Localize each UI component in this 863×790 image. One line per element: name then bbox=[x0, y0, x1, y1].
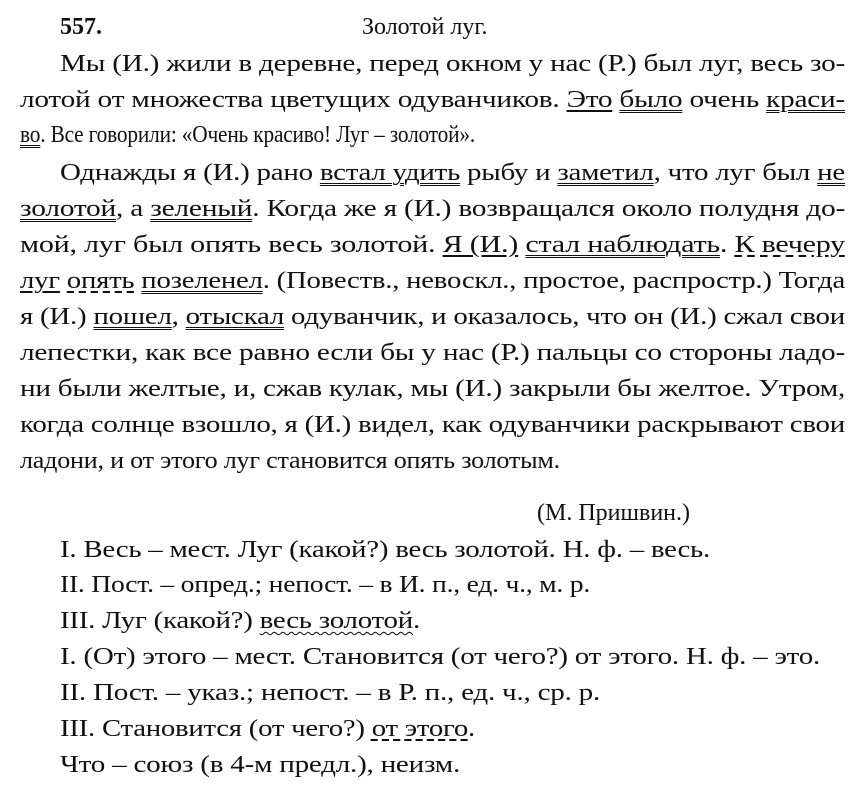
text-segment bbox=[60, 268, 67, 294]
text-segment: . bbox=[413, 608, 420, 634]
text-segment bbox=[518, 232, 525, 258]
text-segment: , что луг был bbox=[653, 160, 818, 186]
text-line bbox=[60, 49, 845, 79]
text-line bbox=[20, 230, 845, 260]
text-line bbox=[20, 85, 845, 115]
predicate-underline: встал удить bbox=[319, 160, 461, 186]
text-line bbox=[20, 120, 475, 150]
text-segment: II. Пост. – опред.; непост. – в И. п., ед. ч., м. р. bbox=[60, 572, 590, 598]
subject-underline: Это bbox=[566, 87, 613, 113]
text-segment: ладони, и от этого луг становится опять золотым. bbox=[20, 448, 560, 474]
exercise-title: Золотой луг. bbox=[362, 14, 488, 40]
adverbial-underline: опять bbox=[66, 268, 135, 294]
predicate-underline: золотой bbox=[20, 196, 117, 222]
analysis-line bbox=[60, 678, 600, 708]
text-segment: очень bbox=[682, 87, 767, 113]
text-segment: I. (От) этого – мест. Становится (от чего?) от этого. Н. ф. – это. bbox=[60, 644, 820, 670]
text-segment: я (И.) bbox=[20, 304, 94, 330]
analysis-line bbox=[60, 535, 710, 565]
text-line bbox=[20, 338, 845, 368]
subject-underline: Я (И.) bbox=[442, 232, 519, 258]
predicate-underline: отыскал bbox=[185, 304, 285, 330]
text-line bbox=[20, 302, 845, 332]
author-attribution: (М. Пришвин.) bbox=[537, 500, 690, 526]
text-line bbox=[60, 158, 845, 188]
object-underline: от этого bbox=[371, 716, 469, 742]
predicate-underline: стал наблюдать bbox=[525, 232, 720, 258]
text-segment: когда солнце взошло, я (И.) видел, как одуванчики раскрывают свои bbox=[20, 412, 846, 438]
adverbial-underline: К вечеру bbox=[734, 232, 845, 258]
text-segment: , bbox=[171, 304, 186, 330]
analysis-line bbox=[60, 606, 420, 636]
exercise-number: 557. bbox=[60, 14, 102, 40]
analysis-line bbox=[60, 570, 590, 600]
analysis-line bbox=[60, 642, 820, 672]
text-segment: I. Весь – мест. Луг (какой?) весь золотой. Н. ф. – весь. bbox=[60, 537, 710, 563]
predicate-underline: заметил bbox=[557, 160, 654, 186]
text-line bbox=[20, 410, 845, 440]
text-segment: мой, луг был опять весь золотой. bbox=[20, 232, 443, 258]
text-segment: . bbox=[719, 232, 735, 258]
text-segment: III. Становится (от чего?) bbox=[60, 716, 372, 742]
predicate-underline: позеленел bbox=[141, 268, 263, 294]
text-segment: , а bbox=[116, 196, 151, 222]
text-segment: . (Повеств., невоскл., простое, распростр.) Тогда bbox=[262, 268, 846, 294]
text-segment: рыбу и bbox=[460, 160, 558, 186]
text-segment: лотой от множества цветущих одуванчиков. bbox=[20, 87, 567, 113]
text-segment: Что – союз (в 4-м предл.), неизм. bbox=[60, 752, 460, 778]
predicate-underline: зеленый bbox=[150, 196, 253, 222]
text-segment: . Когда же я (И.) возвращался около полудня до- bbox=[252, 196, 846, 222]
text-segment: Мы (И.) жили в деревне, перед окном у нас (Р.) был луг, весь зо- bbox=[60, 51, 845, 77]
text-segment: лепестки, как все равно если бы у нас (Р.) пальцы со стороны ладо- bbox=[20, 340, 845, 366]
analysis-line bbox=[60, 714, 475, 744]
text-line bbox=[20, 266, 845, 296]
text-segment bbox=[612, 87, 619, 113]
text-line bbox=[20, 194, 845, 224]
subject-underline: луг bbox=[20, 268, 60, 294]
text-segment: II. Пост. – указ.; непост. – в Р. п., ед. ч., ср. р. bbox=[60, 680, 600, 706]
analysis-line bbox=[60, 750, 460, 780]
text-segment: . bbox=[468, 716, 475, 742]
predicate-underline: не bbox=[817, 160, 845, 186]
text-segment: ни были желтые, и, сжав кулак, мы (И.) закрыли бы желтое. Утром, bbox=[20, 376, 845, 402]
text-line bbox=[20, 446, 560, 476]
predicate-underline: пошел bbox=[93, 304, 172, 330]
text-segment: одуванчик, и оказалось, что он (И.) сжал свои bbox=[284, 304, 845, 330]
text-line bbox=[20, 374, 845, 404]
text-segment: Однажды я (И.) рано bbox=[60, 160, 320, 186]
text-segment: . Все говорили: «Очень красиво! Луг – золотой». bbox=[40, 122, 475, 148]
attribute-underline: весь золотой bbox=[259, 608, 414, 634]
predicate-underline: во bbox=[20, 122, 41, 148]
text-segment: III. Луг (какой?) bbox=[60, 608, 260, 634]
predicate-underline: было bbox=[619, 87, 683, 113]
predicate-underline: краси- bbox=[766, 87, 845, 113]
